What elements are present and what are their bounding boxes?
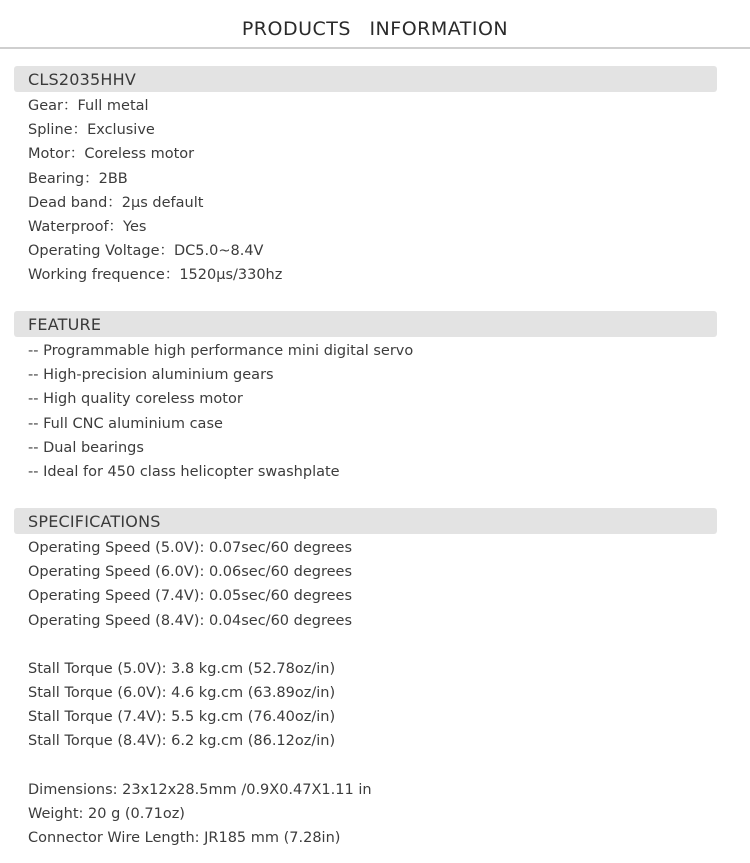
- product-info-item: Operating Voltage：DC5.0~8.4V: [28, 243, 264, 260]
- speed-spec-item: Operating Speed (8.4V): 0.04sec/60 degrees: [28, 612, 352, 629]
- product-info-item: Motor：Coreless motor: [28, 146, 195, 163]
- torque-spec-item: Stall Torque (5.0V): 3.8 kg.cm (52.78oz/in): [28, 660, 336, 677]
- torque-spec-item: Stall Torque (7.4V): 5.5 kg.cm (76.40oz/in): [28, 709, 336, 726]
- speed-spec-item: Operating Speed (5.0V): 0.07sec/60 degrees: [28, 540, 352, 556]
- physical-spec-item: Dimensions: 23x12x28.5mm /0.9X0.47X1.11 in: [28, 781, 372, 798]
- specifications-heading: SPECIFICATIONS: [28, 512, 161, 531]
- feature-heading: FEATURE: [28, 315, 102, 334]
- speed-spec-item: Operating Speed (7.4V): 0.05sec/60 degrees: [28, 588, 352, 605]
- feature-item: -- Full CNC aluminium case: [28, 415, 223, 432]
- spacer: [28, 633, 372, 657]
- product-info-item: Waterproof：Yes: [28, 218, 147, 235]
- specifications-section-header: [14, 508, 717, 534]
- product-model-heading: CLS2035HHV: [28, 70, 136, 89]
- torque-spec-item: Stall Torque (6.0V): 4.6 kg.cm (63.89oz/in): [28, 684, 336, 701]
- feature-item: -- High-precision aluminium gears: [28, 367, 274, 384]
- feature-list: [28, 339, 413, 484]
- feature-item: -- Dual bearings: [28, 439, 144, 456]
- product-info-item: Working frequence：1520μs/330hz: [28, 267, 283, 284]
- spacer: [28, 754, 372, 778]
- title-divider: [0, 47, 750, 49]
- torque-spec-item: Stall Torque (8.4V): 6.2 kg.cm (86.12oz/in): [28, 733, 336, 750]
- product-section-header: [14, 66, 717, 92]
- physical-spec-item: Connector Wire Length: JR185 mm (7.28in): [28, 829, 341, 846]
- speed-spec-item: Operating Speed (6.0V): 0.06sec/60 degrees: [28, 564, 352, 581]
- feature-section-header: [14, 311, 717, 337]
- feature-item: -- Ideal for 450 class helicopter swashplate: [28, 463, 340, 480]
- specifications-list: [28, 536, 372, 850]
- page-title: PRODUCTS INFORMATION: [241, 18, 509, 40]
- product-info-list: [28, 94, 282, 288]
- product-info-item: Bearing：2BB: [28, 170, 128, 187]
- feature-item: -- Programmable high performance mini digital servo: [28, 343, 414, 359]
- physical-spec-item: Weight: 20 g (0.71oz): [28, 805, 185, 822]
- feature-item: -- High quality coreless motor: [28, 391, 243, 408]
- product-info-item: Dead band：2μs default: [28, 194, 204, 211]
- product-info-item: Gear：Full metal: [28, 98, 149, 114]
- product-info-item: Spline：Exclusive: [28, 122, 155, 139]
